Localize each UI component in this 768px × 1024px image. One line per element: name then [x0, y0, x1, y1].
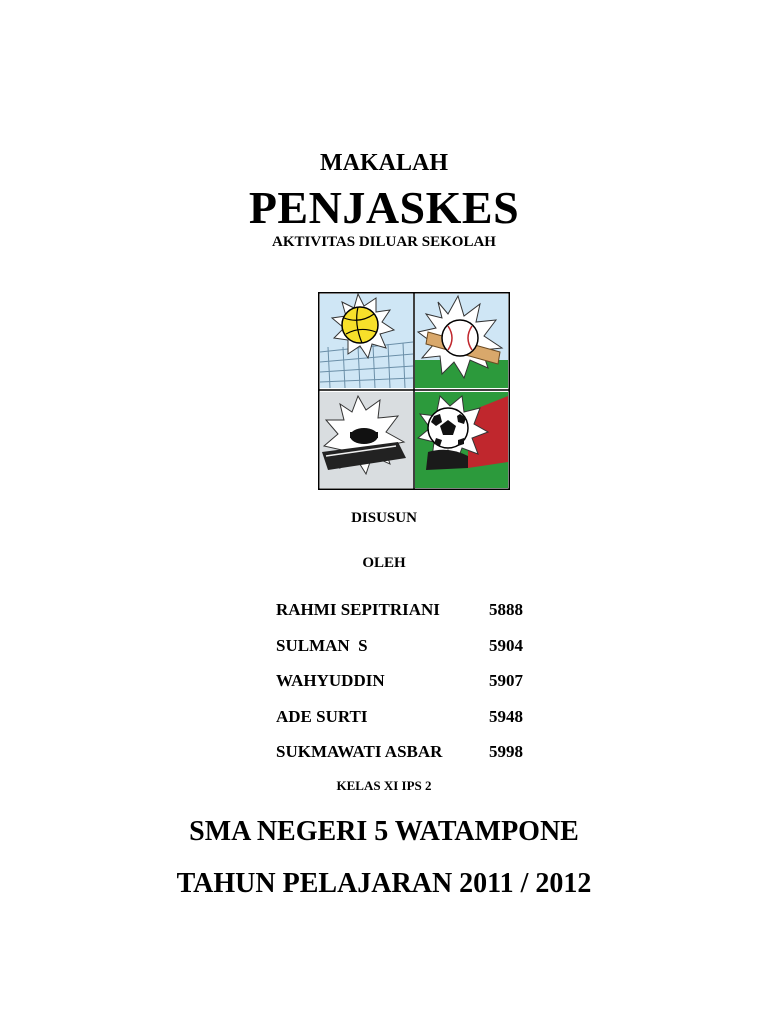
list-item [276, 707, 576, 743]
member-name: SUKMAWATI ASBAR [276, 742, 443, 761]
member-name: SULMAN S [276, 635, 368, 655]
member-name: WAHYUDDIN [276, 671, 385, 690]
list-item [276, 600, 576, 636]
list-item [276, 636, 576, 672]
academic-year: TAHUN PELAJARAN 2011 / 2012 [176, 868, 592, 899]
hockey-puck-icon [320, 392, 413, 488]
document-title: PENJASKES [248, 182, 520, 233]
member-name: RAHMI SEPITRIANI [276, 600, 440, 619]
list-item [276, 671, 576, 707]
volleyball-icon [320, 294, 413, 388]
by-label: OLEH [362, 555, 406, 571]
member-id: 5904 [489, 635, 523, 655]
document-subtitle: AKTIVITAS DILUAR SEKOLAH [272, 234, 496, 250]
member-name: ADE SURTI [276, 706, 368, 726]
sports-illustration [318, 292, 510, 490]
member-list [276, 600, 576, 778]
school-name: SMA NEGERI 5 WATAMPONE [189, 816, 579, 847]
member-id: 5948 [489, 706, 523, 726]
compiled-by-label: DISUSUN [351, 510, 417, 526]
member-id: 5998 [489, 742, 523, 761]
document-kicker: MAKALAH [320, 150, 448, 176]
class-label: KELAS XI IPS 2 [336, 778, 432, 793]
baseball-icon [415, 294, 508, 388]
member-id: 5907 [489, 671, 523, 690]
soccer-ball-icon [415, 392, 508, 488]
list-item [276, 742, 576, 778]
member-id: 5888 [489, 600, 523, 619]
